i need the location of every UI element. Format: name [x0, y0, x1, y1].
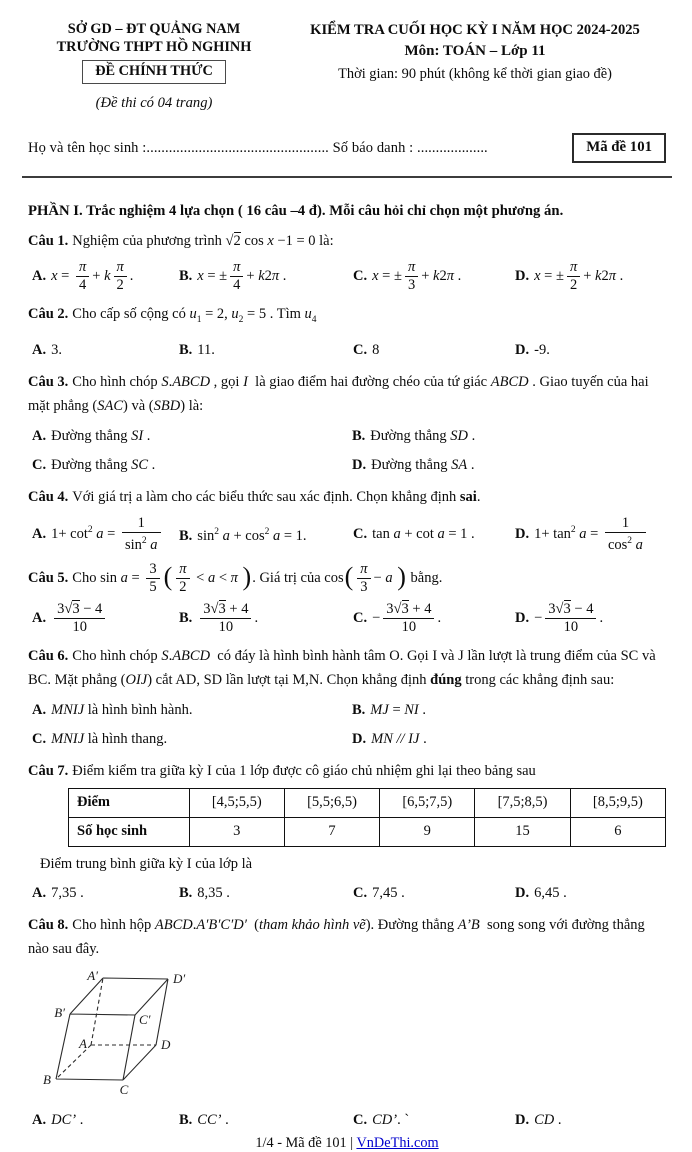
- vertex-label-d-prime: D′: [173, 970, 186, 986]
- question-body: Cho sin a = $\frac{3}{5}$ ( $\frac{\pi}{2}$ < a < π ). Giá trị của cos( $\frac{\pi}{3}$ − a ) bằng.: [72, 560, 443, 595]
- option-b: B. 11.: [179, 341, 215, 358]
- option-d: D. 6,45 .: [515, 884, 567, 901]
- question-label: Câu 6.: [28, 647, 69, 664]
- option-d: D. MN // IJ .: [352, 730, 427, 747]
- question-8: [28, 913, 666, 1131]
- options-row: [28, 728, 666, 750]
- question-label: Câu 1.: [28, 233, 69, 249]
- student-row: [28, 133, 666, 163]
- question-body: Cho hình chóp S.ABCD , gọi I là giao điểm hai đường chéo của tứ giác ABCD . Giao tuyến của hai mặt phẳng (SAC) và (SBD) là:: [28, 373, 649, 414]
- vertex-label-a: A: [79, 1035, 87, 1051]
- option-a: A. DC’ .: [32, 1111, 84, 1128]
- question-4: [28, 485, 666, 553]
- department-name: SỞ GD – ĐT QUẢNG NAM: [67, 21, 241, 37]
- option-c: C. CD’. `: [353, 1111, 410, 1128]
- option-b: B. $\sin^2 a + \cos^2 a = 1$.: [179, 527, 307, 545]
- exam-title: KIỂM TRA CUỐI HỌC KỲ I NĂM HỌC 2024-2025: [310, 22, 640, 38]
- option-c: C. x = ± $\frac{\pi}{3}$ + k2π .: [353, 259, 462, 293]
- subject-line: Môn: TOÁN – Lớp 11: [404, 43, 546, 59]
- question-2: [28, 302, 666, 361]
- table-cell: 15: [475, 817, 570, 846]
- table-header-cell: Điểm: [69, 788, 190, 817]
- option-c: C. 8: [353, 341, 380, 358]
- question-body: Cho hình chóp S.ABCD có đáy là hình bình hành tâm O. Gọi I và J lần lượt là trung điểm của SC và BC. Mặt phẳng (OIJ) cắt AD, SD lần lượt tại M,N. Chọn khẳng định đúng trong các khẳng định sau:: [28, 647, 656, 688]
- question-5: [28, 562, 666, 635]
- option-d: D. CD .: [515, 1111, 562, 1128]
- question-label: Câu 3.: [28, 373, 69, 390]
- parallelepiped-figure: [32, 965, 666, 1102]
- footer-link[interactable]: VnDeThi.com: [356, 1134, 439, 1151]
- options-row: [28, 516, 666, 553]
- option-c: C. MNIJ là hình thang.: [32, 730, 168, 747]
- options-row: [28, 1109, 666, 1131]
- header-right-block: [280, 20, 666, 112]
- question-body: Nghiệm của phương trình √2 cos x −1 = 0 là:: [72, 233, 334, 249]
- header: [28, 20, 666, 112]
- table-row: [69, 817, 666, 846]
- question-6: [28, 644, 666, 750]
- vertex-label-b-prime: B′: [54, 1004, 65, 1020]
- question-label: Câu 5.: [28, 569, 69, 586]
- question-subtext: Điểm trung bình giữa kỳ I của lớp là: [40, 855, 253, 872]
- option-a: A. $\frac{3√3 - 4}{10}$: [28, 602, 175, 635]
- table-header-cell: Số học sinh: [69, 817, 190, 846]
- option-a: A. 3.: [32, 341, 62, 358]
- options-row: [28, 425, 666, 447]
- options-row: [28, 260, 666, 293]
- question-text: [28, 913, 666, 961]
- table-cell: [8,5;9,5): [570, 788, 665, 817]
- option-d: D. − $\frac{3√3 - 4}{10}$ .: [515, 600, 604, 635]
- option-b: B. MJ = NI .: [352, 701, 426, 718]
- question-text: [28, 370, 666, 418]
- question-label: Câu 4.: [28, 488, 69, 505]
- header-left-block: [28, 20, 280, 112]
- option-d: D. Đường thẳng SA .: [352, 456, 475, 473]
- table-cell: 6: [570, 817, 665, 846]
- option-b: B. x = ± $\frac{\pi}{4}$ + k2π .: [179, 259, 287, 293]
- option-a: A. x = $\frac{\pi}{4}$ + k $\frac{\pi}{2}$ .: [32, 259, 134, 293]
- options-row: [28, 699, 666, 721]
- question-text: [28, 562, 666, 595]
- table-cell: [6,5;7,5): [380, 788, 475, 817]
- option-d: D. $1+ \tan^2 a$ = $\frac{1}{\cos^2 a}$: [511, 516, 666, 553]
- question-text: [28, 485, 666, 509]
- box-figure-svg: [32, 965, 207, 1097]
- options-row: [28, 602, 666, 635]
- vertex-label-a-prime: A′: [87, 967, 98, 983]
- header-divider: [22, 176, 672, 178]
- question-label: Câu 7.: [28, 762, 69, 779]
- question-text: [28, 302, 666, 332]
- vertex-label-c: C: [119, 1081, 129, 1097]
- question-text: [28, 644, 666, 692]
- question-body: Cho cấp số cộng có $u_1 = 2$, $u_2 = 5$ . Tìm $u_4$: [72, 306, 317, 325]
- footer-page-text: 1/4 - Mã đề 101 |: [255, 1134, 357, 1151]
- page-footer: [28, 1135, 666, 1152]
- table-cell: 3: [189, 817, 284, 846]
- table-cell: [4,5;5,5): [189, 788, 284, 817]
- table-cell: 9: [380, 817, 475, 846]
- table-cell: 7: [284, 817, 379, 846]
- option-a: A. $1+ \cot^2 a$ = $\frac{1}{\sin^2 a}$: [28, 516, 175, 553]
- option-b: B. $\frac{3√3 + 4}{10}$ .: [179, 600, 259, 635]
- option-c: C. tan a + cot a = 1 .: [353, 526, 475, 543]
- option-a: A. MNIJ là hình bình hành.: [32, 701, 193, 718]
- option-c: C. − $\frac{3√3 + 4}{10}$ .: [353, 600, 442, 635]
- table-row: [69, 788, 666, 817]
- options-row: [28, 339, 666, 361]
- question-body: Với giá trị a làm cho các biểu thức sau xác định. Chọn khẳng định sai.: [72, 488, 481, 505]
- duration-line: Thời gian: 90 phút (không kể thời gian giao đề): [338, 66, 612, 82]
- page-count-note: (Đề thi có 04 trang): [95, 95, 213, 111]
- options-row: [28, 882, 666, 904]
- option-c: C. 7,45 .: [353, 884, 405, 901]
- score-table: [68, 788, 666, 847]
- question-body: Điểm kiểm tra giữa kỳ I của 1 lớp được cô giáo chủ nhiệm ghi lại theo bảng sau: [72, 762, 536, 779]
- table-cell: [7,5;8,5): [475, 788, 570, 817]
- option-c: C. Đường thẳng SC .: [32, 456, 156, 473]
- question-label: Câu 2.: [28, 306, 69, 322]
- question-7: [28, 759, 666, 904]
- option-b: B. Đường thẳng SD .: [352, 427, 476, 444]
- vertex-label-d: D: [161, 1036, 171, 1052]
- table-cell: [5,5;6,5): [284, 788, 379, 817]
- question-text: [28, 229, 666, 253]
- option-a: A. 7,35 .: [32, 884, 84, 901]
- student-name-line: Họ và tên học sinh :................................................. Số báo danh : ...................: [28, 139, 488, 156]
- option-d: D. x = ± $\frac{\pi}{2}$ + k2π .: [515, 259, 624, 293]
- vertex-label-c-prime: C′: [139, 1011, 151, 1027]
- school-name: TRƯỜNG THPT HỒ NGHINH: [56, 39, 252, 55]
- vertex-label-b: B: [43, 1071, 51, 1087]
- question-label: Câu 8.: [28, 916, 69, 933]
- question-1: [28, 229, 666, 293]
- question-3: [28, 370, 666, 476]
- option-a: A. Đường thẳng SI .: [32, 427, 151, 444]
- question-text: [28, 759, 666, 783]
- option-b: B. CC’ .: [179, 1111, 229, 1128]
- official-exam-box: ĐỀ CHÍNH THỨC: [82, 60, 226, 84]
- exam-code-box: Mã đề 101: [572, 133, 666, 163]
- option-d: D. -9.: [515, 341, 550, 358]
- question-body: Cho hình hộp ABCD.A′B′C′D′ (tham khảo hình vẽ). Đường thẳng A’B song song với đường thẳng nào sau đây.: [28, 916, 645, 957]
- part1-heading: PHẦN I. Trắc nghiệm 4 lựa chọn ( 16 câu –4 đ). Mỗi câu hỏi chỉ chọn một phương án.: [28, 203, 564, 219]
- options-row: [28, 454, 666, 476]
- option-b: B. 8,35 .: [179, 884, 230, 901]
